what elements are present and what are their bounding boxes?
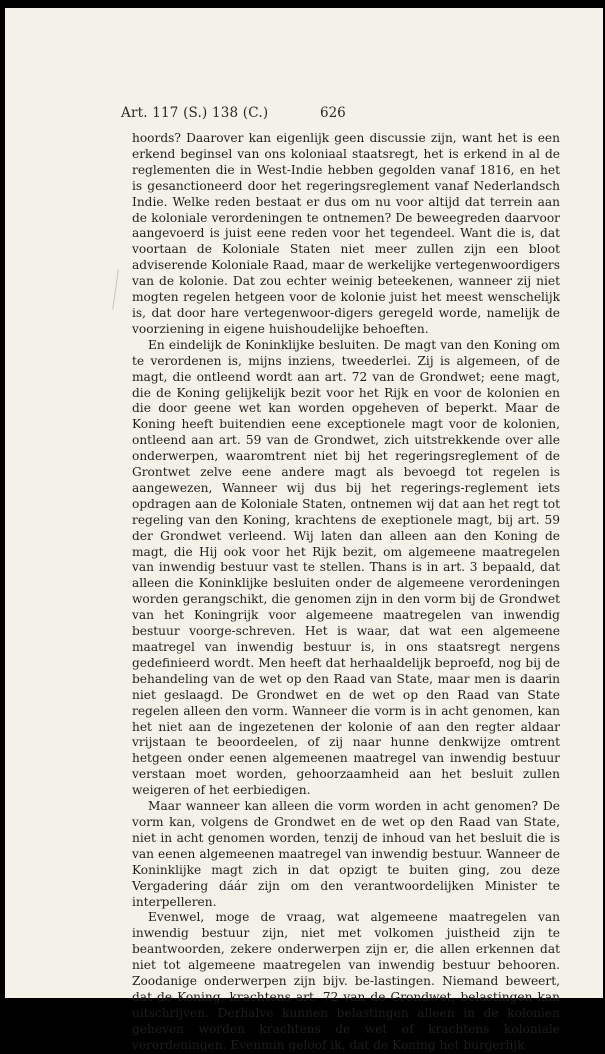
paragraph: Maar wanneer kan alleen die vorm worden in acht genomen? De vorm kan, volgens de Grondwet en de wet op den Raad van State, niet in acht genomen worden, tenzij de inhoud van het besluit die is van eenen algemeenen maatregel van inwendig bestuur. Wanneer de Koninklijke magt zich in dat opzigt te buiten ging, zou deze Vergadering dáár zijn om den verantwoordelijken Minister te interpelleren.: [132, 799, 560, 909]
margin-pencil-mark: [112, 270, 123, 310]
book-page: [5, 8, 603, 1052]
article-reference: Art. 117 (S.) 138 (C.): [121, 105, 269, 121]
paragraph: En eindelijk de Koninklijke besluiten. De magt van den Koning om te verordenen is, mijns inziens, tweederlei. Zij is algemeen, of de magt, die ontleend wordt aan art. 72 van de Grondwet; eene magt, die de Koning gelijkelijk bezit voor het Rijk en voor de kolonien en die door geene wet kan worden opgeheven of beperkt. Maar de Koning heeft buitendien eene exceptionele magt voor de kolonien, ontleend aan art. 59 van de Grondwet, zich uitstrekkende over alle onderwerpen, waaromtrent niet bij het regeringsreglement of de Grontwet zelve eene andere magt als bevoegd tot regelen is aangewezen, Wanneer wij dus bij het regerings-reglement iets opdragen aan de Koloniale Staten, ontnemen wij dat aan het regt tot regeling van den Koning, krachtens de exeptionele magt, bij art. 59 der Grondwet verleend. Wij laten dan alleen aan den Koning de magt, die Hij ook voor het Rijk bezit, om algemeene maatregelen van inwendig bestuur vast te stellen. Thans is in art. 3 bepaald, dat alleen die Koninklijke besluiten onder de algemeene verordeningen worden gerangschikt, die genomen zijn in den vorm bij de Grondwet van het Koningrijk voor algemeene maatregelen van inwendig bestuur voorge-schreven. Het is waar, dat wat een algemeene maatregel van inwendig bestuur is, in ons staatsregt nergens gedefinieerd wordt. Men heeft dat herhaaldelijk beproefd, nog bij de behandeling van de wet op den Raad van State, maar men is daarin niet geslaagd. De Grondwet en de wet op den Raad van State regelen alleen den vorm. Wanneer die vorm is in acht genomen, kan het niet aan de ingezetenen der kolonie of aan den regter aldaar vrijstaan te beoordeelen, of zij naar hunne denkwijze omtrent hetgeen onder eenen algemeenen maatregel van inwendig bestuur verstaan moet worden, gehoorzaamheid aan het besluit zullen weigeren of het eerbiedigen.: [132, 337, 560, 798]
page-number: 626: [320, 105, 346, 121]
body-text: [132, 131, 560, 1054]
running-header: [121, 105, 561, 123]
paragraph: Evenwel, moge de vraag, wat algemeene maatregelen van inwendig bestuur zijn, niet met volkomen juistheid zijn te beantwoorden, zekere onderwerpen zijn er, die allen erkennen dat niet tot algemeene maatregelen van inwendig bestuur behooren. Zoodanige onderwerpen zijn bijv. be-lastingen. Niemand beweert, dat de Koning, krachtens art. 72 van de Grondwet, belastingen kan uitschrijven. Derhalve kunnen belastingen alleen in de kolonien geheven worden krachtens de wet of krachtens koloniale verordeningen. Evenmin geloof ik, dat de Koning het burgerlijk: [132, 910, 560, 1052]
paragraph: hoords? Daarover kan eigenlijk geen discussie zijn, want het is een erkend beginsel van ons koloniaal staatsregt, het is erkend in al de reglementen die in West-Indie hebben gegolden vanaf 1816, en het is gesanctioneerd door het regeringsreglement vanaf Nederlandsch Indie. Welke reden bestaat er dus om nu voor altijd dat terrein aan de koloniale verordeningen te ontnemen? De beweegreden daarvoor aangevoerd is juist eene reden voor het tegendeel. Want die is, dat voortaan de Koloniale Staten niet meer zullen zijn een bloot adviserende Koloniale Raad, maar de werkelijke vertegenwoordigers van de kolonie. Dat zou echter weinig beteekenen, wanneer zij niet mogten regelen hetgeen voor de kolonie juist het meest wenschelijk is, dat door hare vertegenwoor-digers geregeld worde, namelijk de voorziening in eigene huishoudelijke behoeften.: [132, 131, 560, 336]
